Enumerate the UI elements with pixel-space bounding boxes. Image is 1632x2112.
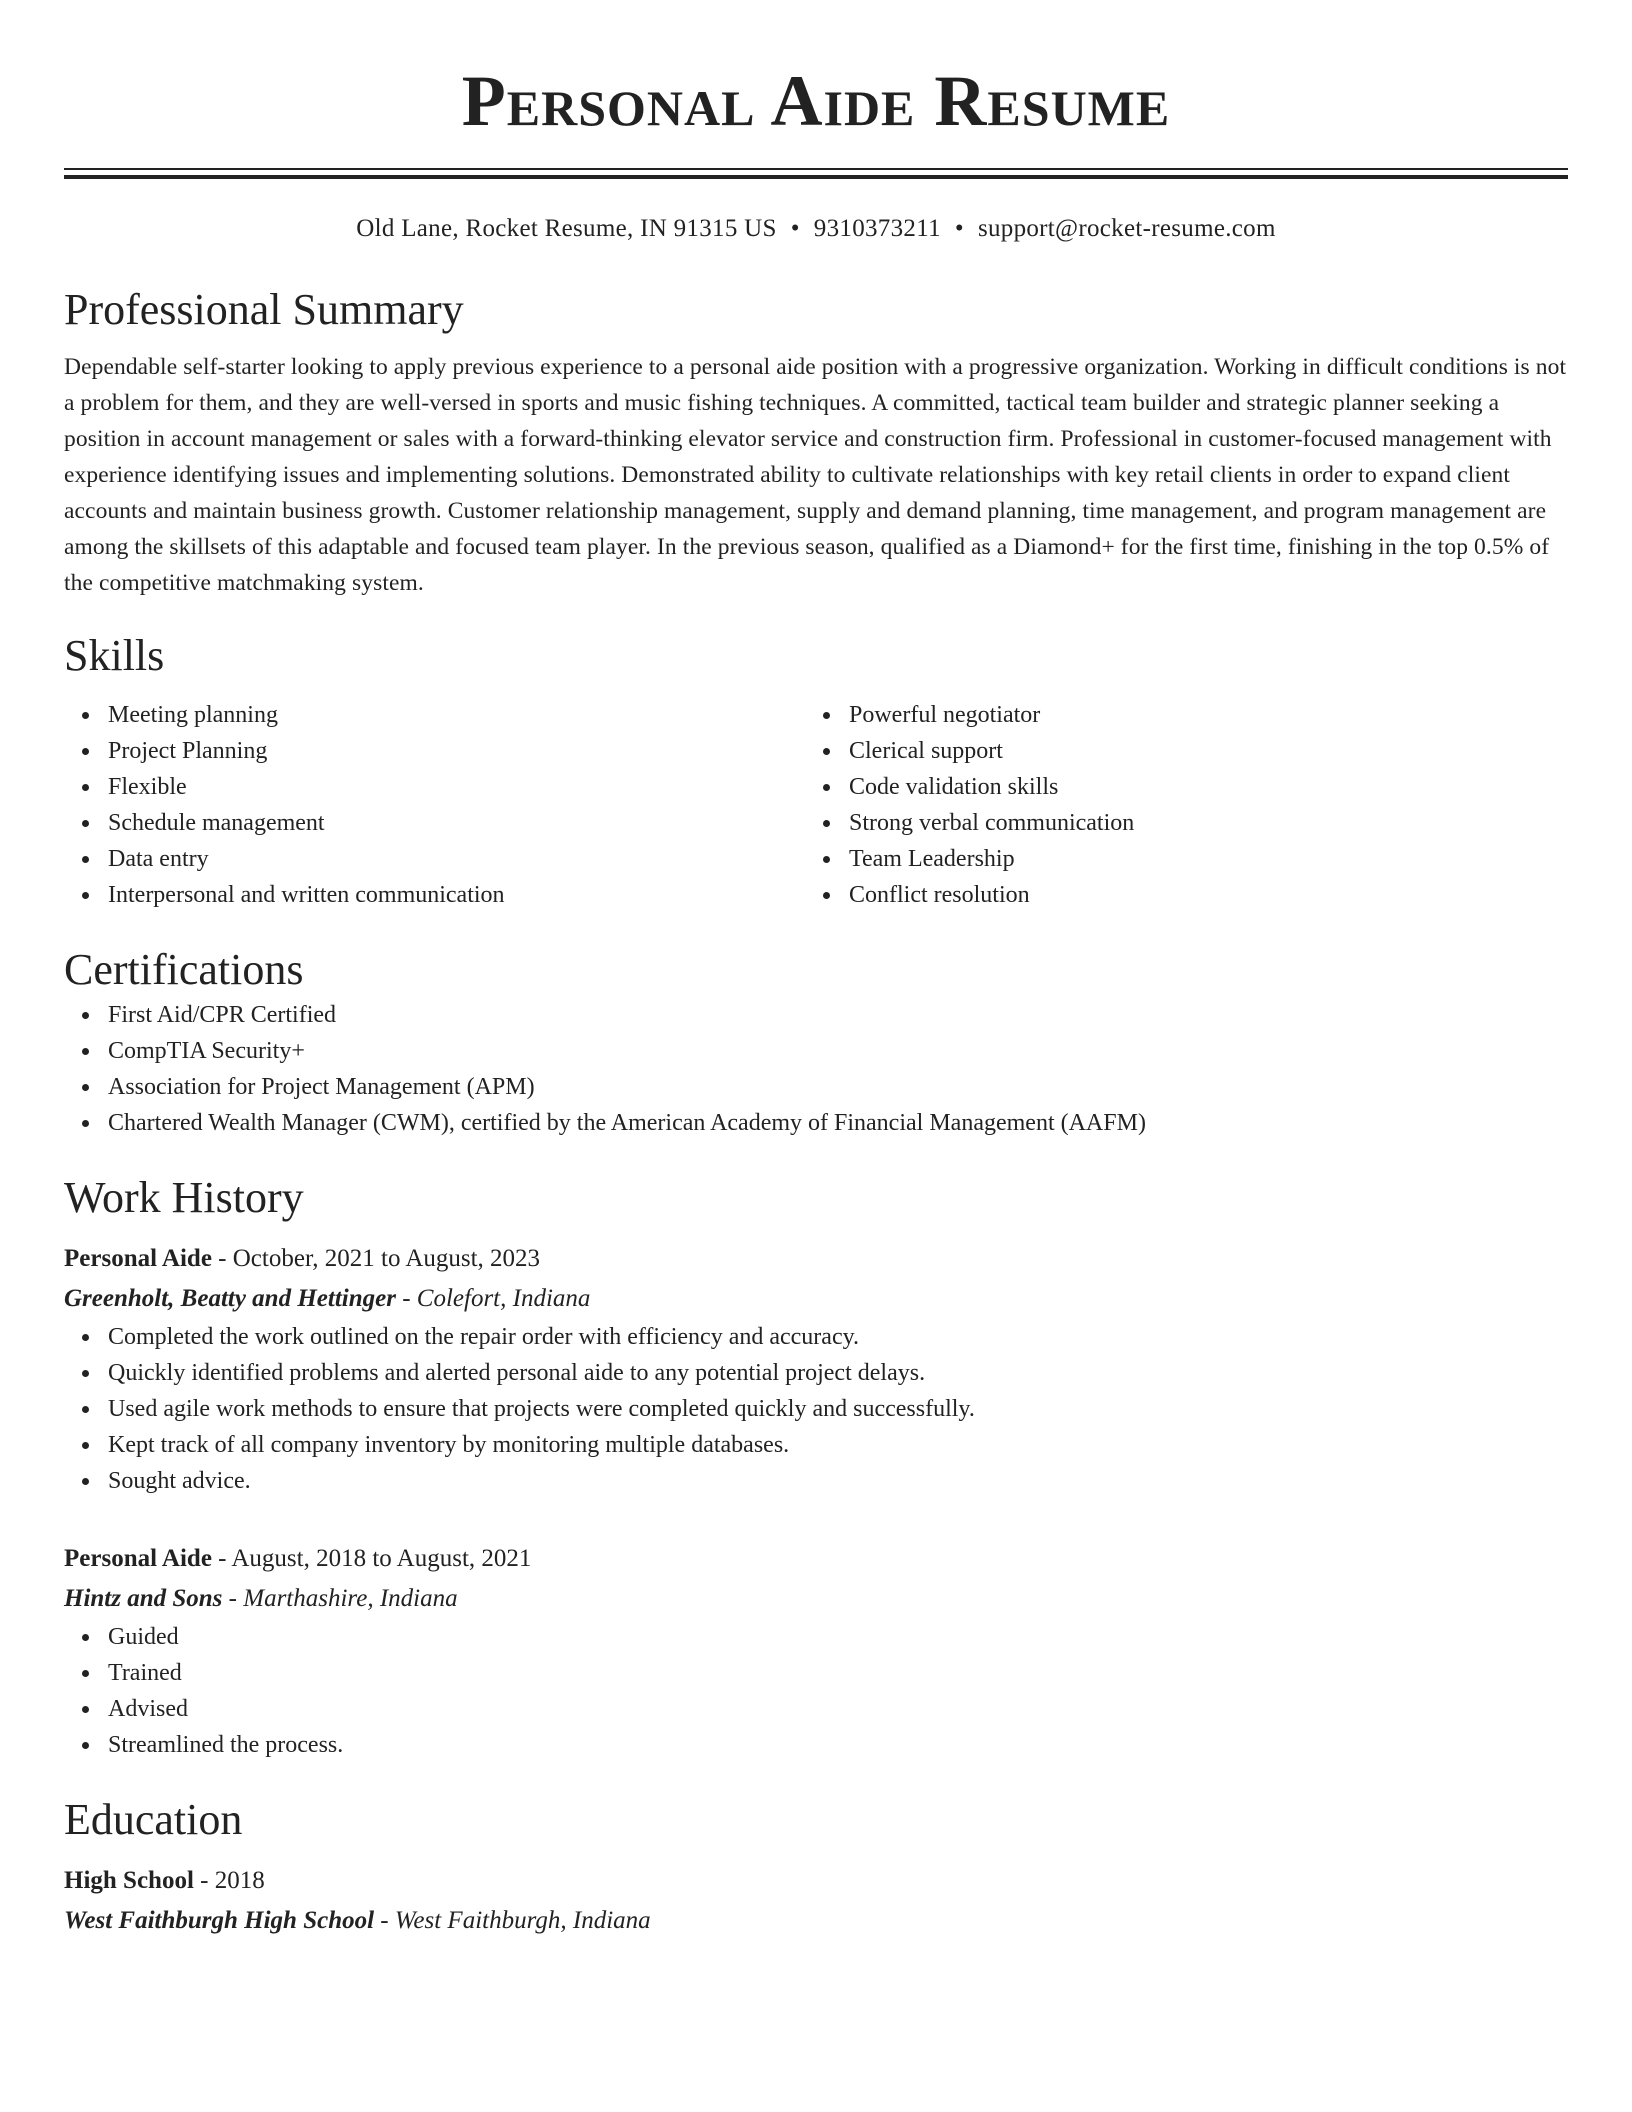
contact-separator: • xyxy=(954,215,964,242)
job-duty-item: Used agile work methods to ensure that projects were completed quickly and successfully. xyxy=(108,1391,1568,1427)
skill-item: Interpersonal and written communication xyxy=(108,877,805,913)
job-duty-item: Kept track of all company inventory by monitoring multiple databases. xyxy=(108,1427,1568,1463)
education-heading: Education xyxy=(64,1795,243,1844)
education-school-line: West Faithburgh High School - West Faithburgh, Indiana xyxy=(64,1907,651,1934)
skills-list-right xyxy=(805,697,1546,913)
job-employer: Hintz and Sons - Marthashire, Indiana xyxy=(64,1585,458,1612)
certification-item: Chartered Wealth Manager (CWM), certified by the American Academy of Financial Management (AAFM) xyxy=(108,1105,1568,1141)
contact-separator: • xyxy=(790,215,800,242)
resume-title: Personal Aide Resume xyxy=(461,61,1171,141)
skill-item: Strong verbal communication xyxy=(849,805,1546,841)
skills-grid xyxy=(64,697,1568,913)
skill-item: Conflict resolution xyxy=(849,877,1546,913)
skills-section xyxy=(64,629,1568,913)
job-location: Marthashire, Indiana xyxy=(243,1585,458,1612)
skills-heading: Skills xyxy=(64,631,165,680)
certifications-list xyxy=(64,997,1568,1141)
education-location: West Faithburgh, Indiana xyxy=(394,1907,651,1934)
certifications-section xyxy=(64,943,1568,1141)
job-duty-item: Quickly identified problems and alerted personal aide to any potential project delays. xyxy=(108,1355,1568,1391)
skill-item: Flexible xyxy=(108,769,805,805)
skill-item: Powerful negotiator xyxy=(849,697,1546,733)
job-duty-item: Completed the work outlined on the repair order with efficiency and accuracy. xyxy=(108,1319,1568,1355)
job-entry xyxy=(64,1539,1568,1763)
certification-item: First Aid/CPR Certified xyxy=(108,997,1568,1033)
education-year: 2018 xyxy=(214,1867,265,1894)
job-location: Colefort, Indiana xyxy=(416,1285,591,1312)
job-company: Hintz and Sons xyxy=(64,1585,223,1612)
job-duty-item: Sought advice. xyxy=(108,1463,1568,1499)
summary-text: Dependable self-starter looking to apply previous experience to a personal aide position with a progressive organization. Working in difficult conditions is not a problem for them, and they are well-versed in sports and music fishing techniques. A committed, tactical team builder and strategic planner seeking a position in account management or sales with a forward-thinking elevator service and construction firm. Professional in customer-focused management with experience identifying issues and implementing solutions. Demonstrated ability to cultivate relationships with key retail clients in order to expand client accounts and maintain business growth. Customer relationship management, supply and demand planning, time management, and program management are among the skillsets of this adaptable and focused team player. In the previous season, qualified as a Diamond+ for the first time, finishing in the top 0.5% of the competitive matchmaking system. xyxy=(64,354,1567,596)
summary-section xyxy=(64,283,1568,601)
skill-item: Schedule management xyxy=(108,805,805,841)
skill-item: Data entry xyxy=(108,841,805,877)
skill-item: Project Planning xyxy=(108,733,805,769)
certifications-heading: Certifications xyxy=(64,945,304,994)
job-duties-list xyxy=(64,1619,1568,1763)
job-duty-item: Guided xyxy=(108,1619,1568,1655)
work-history-section xyxy=(64,1171,1568,1763)
contact-line xyxy=(64,213,1568,245)
work-history-heading: Work History xyxy=(64,1173,304,1222)
job-entry xyxy=(64,1239,1568,1499)
certification-item: Association for Project Management (APM) xyxy=(108,1069,1568,1105)
job-duty-item: Trained xyxy=(108,1655,1568,1691)
job-employer: Greenholt, Beatty and Hettinger - Colefort, Indiana xyxy=(64,1285,591,1312)
title-divider xyxy=(64,168,1568,179)
education-header: High School - 2018 xyxy=(64,1867,265,1894)
skill-item: Meeting planning xyxy=(108,697,805,733)
job-dates: October, 2021 to August, 2023 xyxy=(232,1245,541,1272)
job-company: Greenholt, Beatty and Hettinger xyxy=(64,1285,396,1312)
education-degree: High School xyxy=(64,1867,194,1894)
job-duty-item: Advised xyxy=(108,1691,1568,1727)
contact-address: Old Lane, Rocket Resume, IN 91315 US xyxy=(356,215,777,242)
certification-item: CompTIA Security+ xyxy=(108,1033,1568,1069)
education-school: West Faithburgh High School xyxy=(64,1907,375,1934)
job-duty-item: Streamlined the process. xyxy=(108,1727,1568,1763)
skill-item: Team Leadership xyxy=(849,841,1546,877)
job-header: Personal Aide - October, 2021 to August, 2023 xyxy=(64,1245,541,1272)
contact-email: support@rocket-resume.com xyxy=(977,215,1276,242)
summary-heading: Professional Summary xyxy=(64,285,464,334)
job-title: Personal Aide xyxy=(64,1545,212,1572)
contact-phone: 9310373211 xyxy=(813,215,941,242)
job-duties-list xyxy=(64,1319,1568,1499)
job-title: Personal Aide xyxy=(64,1245,212,1272)
education-section xyxy=(64,1793,1568,1941)
skill-item: Code validation skills xyxy=(849,769,1546,805)
job-dates: August, 2018 to August, 2021 xyxy=(231,1545,532,1572)
job-header: Personal Aide - August, 2018 to August, 2021 xyxy=(64,1545,532,1572)
skill-item: Clerical support xyxy=(849,733,1546,769)
skills-list-left xyxy=(64,697,805,913)
